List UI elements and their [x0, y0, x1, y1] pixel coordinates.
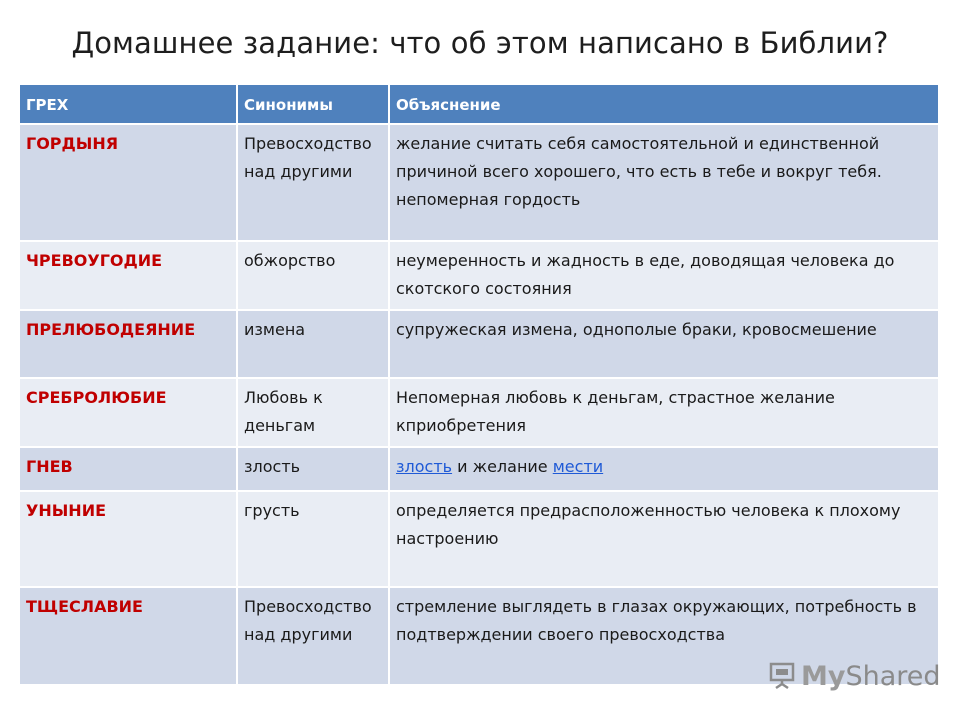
table-row [19, 378, 939, 447]
synonym-cell: обжорство [237, 241, 389, 310]
explanation-cell: неумеренность и жадность в еде, доводящая человека до скотского состояния [389, 241, 939, 310]
explanation-cell: Непомерная любовь к деньгам, страстное желание кприобретения [389, 378, 939, 447]
sin-cell: ГОРДЫНЯ [19, 124, 237, 241]
synonym-cell: грусть [237, 491, 389, 587]
table-row [19, 491, 939, 587]
table-row [19, 124, 939, 241]
table-row [19, 241, 939, 310]
synonym-cell: Любовь к деньгам [237, 378, 389, 447]
header-sin: ГРЕХ [19, 84, 237, 124]
synonym-cell: измена [237, 310, 389, 378]
explanation-mid-text: и желание [452, 457, 553, 476]
sin-cell: УНЫНИЕ [19, 491, 237, 587]
sin-cell: ЧРЕВОУГОДИЕ [19, 241, 237, 310]
synonym-cell: Превосходство над другими [237, 587, 389, 685]
link-zlost[interactable]: злость [396, 457, 453, 476]
watermark-text: MyShared [801, 660, 941, 692]
explanation-cell: стремление выглядеть в глазах окружающих, потребность в подтверждении своего превосходства [389, 587, 939, 685]
explanation-cell: супружеская измена, однополые браки, кровосмешение [389, 310, 939, 378]
myshared-watermark [767, 660, 941, 692]
sin-cell: ПРЕЛЮБОДЕЯНИЕ [19, 310, 237, 378]
presentation-board-icon [767, 661, 797, 691]
explanation-cell: желание считать себя самостоятельной и единственной причиной всего хорошего, что есть в тебе и вокруг тебя. непомерная гордость [389, 124, 939, 241]
explanation-cell [389, 447, 939, 491]
header-explanation: Объяснение [389, 84, 939, 124]
page-title: Домашнее задание: что об этом написано в Библии? [71, 26, 889, 60]
header-synonyms: Синонимы [237, 84, 389, 124]
synonym-cell: злость [237, 447, 389, 491]
link-mesti[interactable]: мести [552, 457, 604, 476]
sin-cell: ГНЕВ [19, 447, 237, 491]
explanation-cell: определяется предрасположенностью человека к плохому настроению [389, 491, 939, 587]
sin-cell: ТЩЕСЛАВИЕ [19, 587, 237, 685]
sins-table [18, 83, 940, 686]
table-row [19, 447, 939, 491]
table-row [19, 310, 939, 378]
synonym-cell: Превосходство над другими [237, 124, 389, 241]
sin-cell: СРЕБРОЛЮБИЕ [19, 378, 237, 447]
table-header-row [19, 84, 939, 124]
